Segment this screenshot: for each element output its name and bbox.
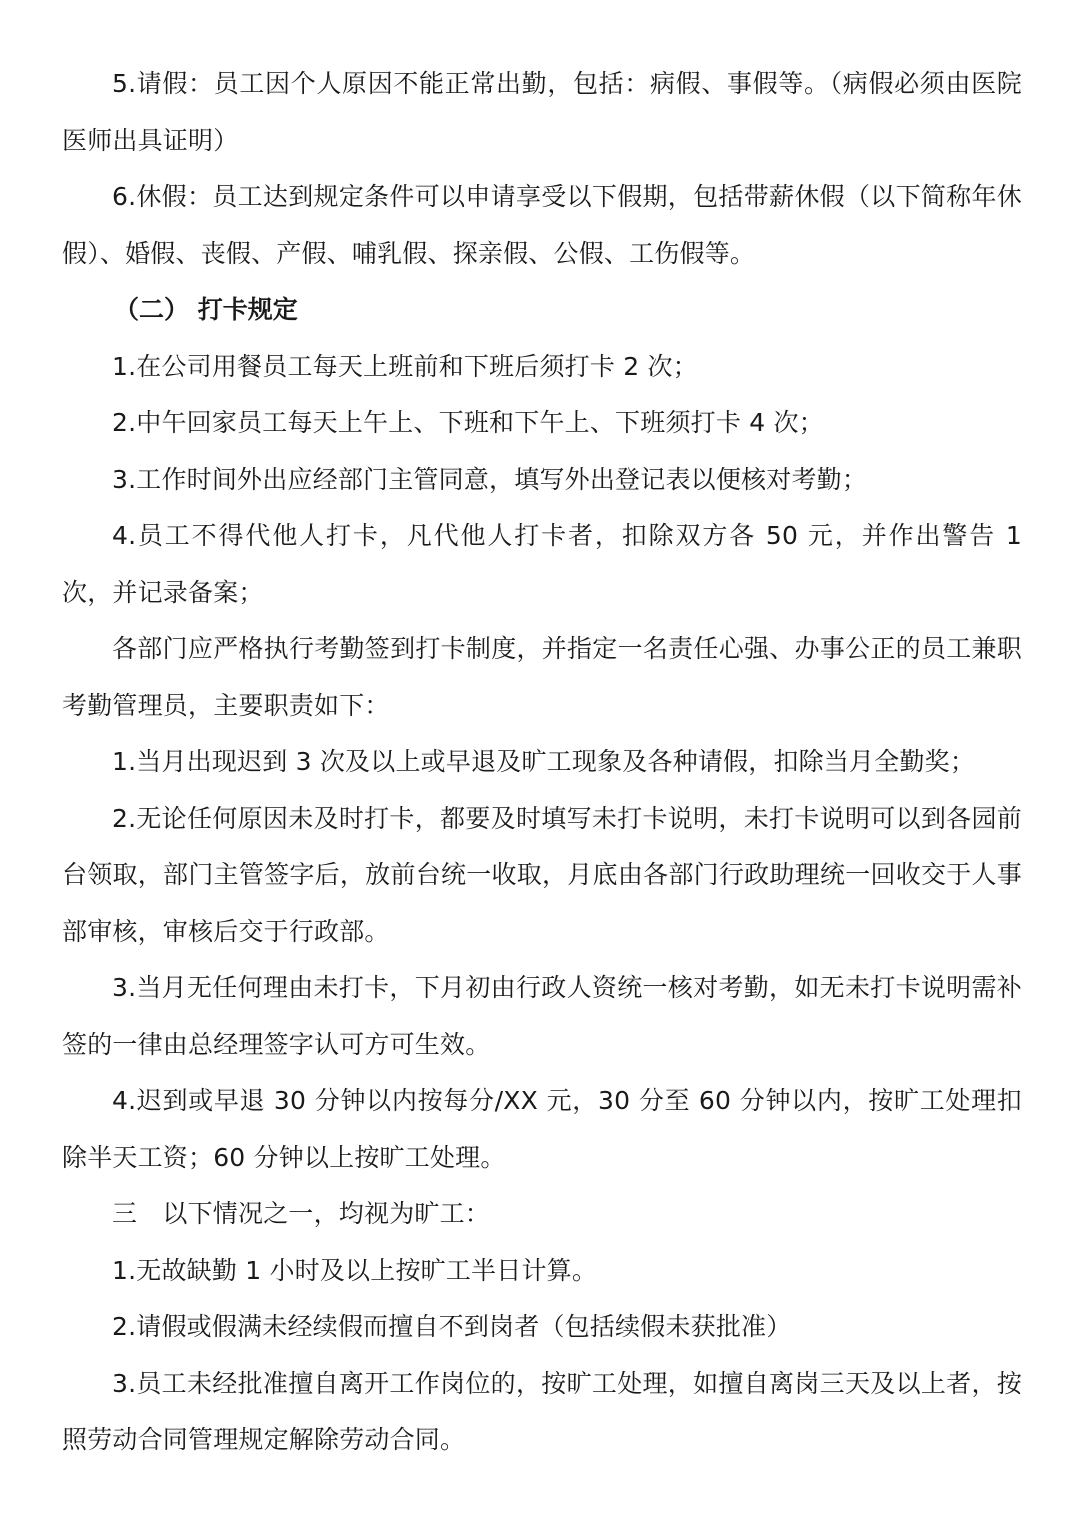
paragraph-sick-leave: 5.请假：员工因个人原因不能正常出勤，包括：病假、事假等。（病假必须由医院医师出具证明） — [62, 69, 1022, 155]
paragraph-rule-4: 4.员工不得代他人打卡，凡代他人打卡者，扣除双方各 50 元，并作出警告 1 次，并记录备案； — [62, 521, 1022, 607]
paragraph-duty-3: 3.当月无任何理由未打卡，下月初由行政人资统一核对考勤，如无未打卡说明需补签的一律由总经理签字认可方可生效。 — [62, 973, 1022, 1059]
paragraph-rule-2: 2.中午回家员工每天上午上、下班和下午上、下班须打卡 4 次； — [112, 408, 824, 437]
section-heading-absenteeism: 三 以下情况之一，均视为旷工： — [112, 1199, 491, 1228]
paragraph-rule-1: 1.在公司用餐员工每天上班前和下班后须打卡 2 次； — [112, 351, 698, 381]
paragraph-vacation: 6.休假：员工达到规定条件可以申请享受以下假期，包括带薪休假（以下简称年休假）、婚假、丧假、产假、哺乳假、探亲假、公假、工伤假等。 — [62, 182, 1022, 268]
paragraph-rule-3: 3.工作时间外出应经部门主管同意，填写外出登记表以便核对考勤； — [112, 464, 868, 494]
paragraph-department-duty: 各部门应严格执行考勤签到打卡制度，并指定一名责任心强、办事公正的员工兼职考勤管理员，主要职责如下： — [62, 634, 1022, 720]
paragraph-absent-3: 3.员工未经批准擅自离开工作岗位的，按旷工处理，如擅自离岗三天及以上者，按照劳动合同管理规定解除劳动合同。 — [62, 1368, 1022, 1454]
paragraph-duty-4: 4.迟到或早退 30 分钟以内按每分/XX 元，30 分至 60 分钟以内，按旷工处理扣除半天工资；60 分钟以上按旷工处理。 — [62, 1086, 1022, 1172]
paragraph-absent-2: 2.请假或假满未经续假而擅自不到岗者（包括续假未获批准） — [112, 1312, 792, 1341]
paragraph-duty-1: 1.当月出现迟到 3 次及以上或早退及旷工现象及各种请假，扣除当月全勤奖； — [112, 747, 976, 776]
paragraph-duty-2: 2.无论任何原因未及时打卡，都要及时填写未打卡说明，未打卡说明可以到各园前台领取，部门主管签字后，放前台统一收取，月底由各部门行政助理统一回收交于人事部审核，审核后交于行政部。 — [62, 803, 1022, 946]
paragraph-absent-1: 1.无故缺勤 1 小时及以上按旷工半日计算。 — [112, 1255, 598, 1285]
section-heading-clock-in-rules: （二） 打卡规定 — [114, 295, 298, 324]
